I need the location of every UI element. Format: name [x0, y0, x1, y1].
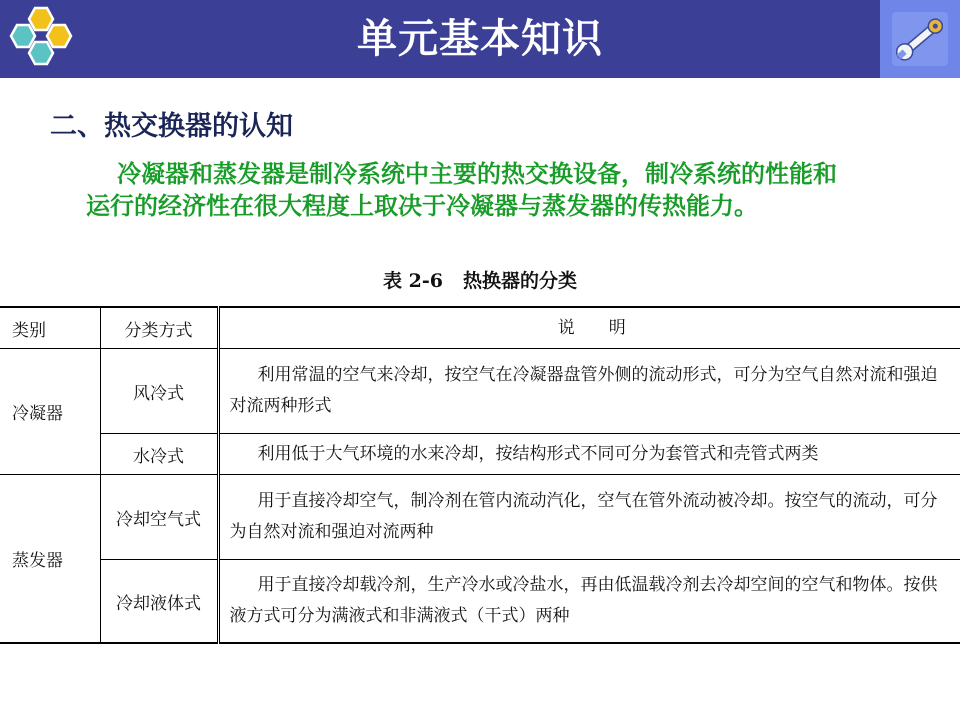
description-text: 用于直接冷却空气，制冷剂在管内流动汽化，空气在管外流动被冷却。按空气的流动，可分为自然对流和强迫对流两种 [229, 491, 938, 542]
method-cell: 风冷式 [100, 349, 218, 434]
table-header-row [0, 307, 960, 349]
method-cell: 冷却空气式 [100, 475, 218, 560]
intro-paragraph [86, 158, 936, 222]
category-cell: 蒸发器 [0, 475, 100, 644]
header-description: 说 明 [218, 307, 960, 349]
page-title: 单元基本知识 [357, 16, 603, 62]
classification-table [0, 306, 960, 644]
table-caption [0, 266, 960, 293]
intro-paragraph-line-1: 冷凝器和蒸发器是制冷系统中主要的热交换设备，制冷系统的性能和 [117, 160, 837, 188]
description-text: 用于直接冷却载冷剂，生产冷水或冷盐水，再由低温载冷剂去冷却空间的空气和物体。按供液方式可分为满液式和非满液式（干式）两种 [229, 575, 938, 626]
method-cell: 冷却液体式 [100, 560, 218, 644]
description-cell [218, 475, 960, 560]
description-cell [218, 349, 960, 434]
table-row [0, 434, 960, 475]
description-text: 利用常温的空气来冷却，按空气在冷凝器盘管外侧的流动形式，可分为空气自然对流和强迫对流两种形式 [229, 365, 938, 416]
table-row [0, 349, 960, 434]
tool-icon-box [880, 0, 960, 78]
intro-paragraph-line-2: 运行的经济性在很大程度上取决于冷凝器与蒸发器的传热能力。 [86, 192, 758, 220]
section-title: 二、热交换器的认知 [50, 111, 293, 142]
header-method: 分类方式 [100, 307, 218, 349]
header-bar [0, 0, 960, 78]
wrench-tool-icon [888, 8, 952, 70]
table-caption-number: 表 2-6 [383, 270, 443, 292]
method-cell: 水冷式 [100, 434, 218, 475]
header-category: 类别 [0, 307, 100, 349]
description-cell [218, 434, 960, 475]
table-caption-title: 热换器的分类 [462, 270, 577, 292]
category-cell: 冷凝器 [0, 349, 100, 475]
logo-area [0, 0, 82, 78]
table-row [0, 560, 960, 644]
hexagon-cluster-icon [0, 0, 82, 78]
table-row [0, 475, 960, 560]
description-text: 利用低于大气环境的水来冷却，按结构形式不同可分为套管式和壳管式两类 [257, 443, 819, 464]
description-cell [218, 560, 960, 644]
